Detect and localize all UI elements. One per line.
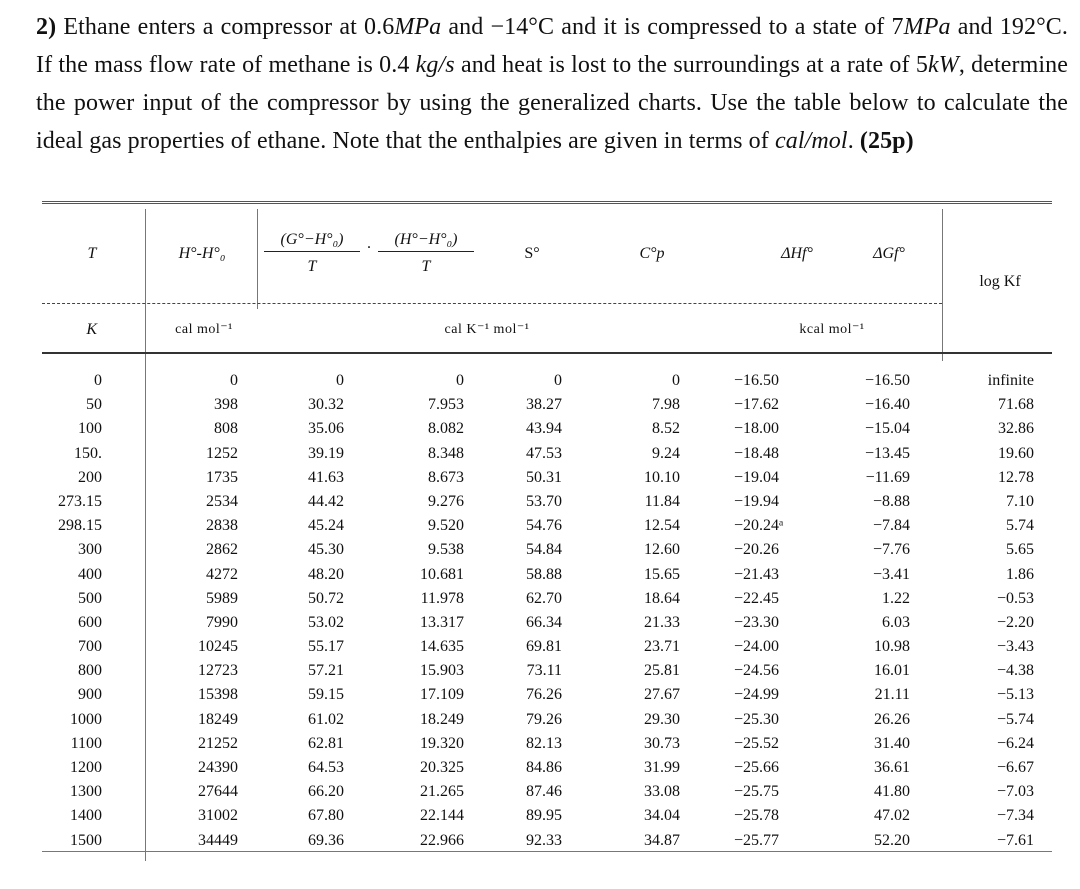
table-cell: −21.43 <box>734 565 780 583</box>
table-cell: −20.26 <box>734 541 780 559</box>
table-cell: −24.00 <box>734 638 780 656</box>
header-g-over-t: $\frac{\text{(G°−H°₀)}}{T}$ <box>264 231 360 276</box>
header-s: S° <box>524 245 540 262</box>
table-cell: −25.30 <box>734 710 780 728</box>
table-cell: 84.86 <box>526 759 562 776</box>
table-cell: 1100 <box>70 734 102 752</box>
table-cell: 16.01 <box>874 662 910 680</box>
table-cell: 79.26 <box>526 710 562 728</box>
table-cell: 57.21 <box>308 662 344 680</box>
problem-text-segment: and 192°C. If the mass flow rate of methane is 0.4 <box>36 14 1068 78</box>
table-cell: 1735 <box>206 468 238 486</box>
header-h-over-t: $\frac{\text{(H°−H°₀)}}{T}$ <box>378 231 474 276</box>
table-cell: −24.99 <box>734 686 780 704</box>
table-cell: 35.06 <box>308 420 344 438</box>
table-cell: −18.00 <box>734 420 780 438</box>
table-cell: −24.56 <box>734 662 780 680</box>
table-cell: 22.966 <box>420 831 464 849</box>
table-cell: 6.03 <box>882 613 910 631</box>
table-cell: 48.20 <box>308 565 344 583</box>
table-cell: 400 <box>78 565 102 583</box>
table-cell: −13.45 <box>864 444 910 462</box>
table-cell: 5.65 <box>1006 541 1034 559</box>
col-divider <box>145 209 146 861</box>
table-cell: 71.68 <box>998 396 1034 414</box>
table-cell: 150. <box>74 444 102 462</box>
table-cell: 500 <box>78 589 102 607</box>
table-cell: 800 <box>78 662 102 680</box>
table-cell: −5.13 <box>996 686 1034 704</box>
table-cell: 55.17 <box>308 638 344 656</box>
problem-text-segment: and heat is lost to the surroundings at a rate of 5 <box>454 52 928 78</box>
table-cell: 25.81 <box>644 662 680 680</box>
problem-text-segment: kg/s <box>415 52 455 78</box>
table-cell: 5989 <box>206 589 238 607</box>
table-cell: 7.953 <box>428 396 464 414</box>
header-separator-dot: . <box>367 235 371 252</box>
table-cell: 27.67 <box>644 686 680 704</box>
table-cell: 34.04 <box>644 807 680 825</box>
table-cell: 12.78 <box>998 468 1034 486</box>
column-temperature <box>56 369 102 853</box>
table-cell: 33.08 <box>644 783 680 801</box>
table-cell: 1300 <box>70 783 102 801</box>
table-cell: 7990 <box>206 613 238 631</box>
problem-statement <box>36 8 1068 160</box>
table-cell: 21.11 <box>874 686 910 704</box>
table-cell: 4272 <box>206 565 238 583</box>
table-cell: 26.26 <box>874 710 910 728</box>
table-cell: 12723 <box>198 662 238 680</box>
table-cell: 0 <box>554 372 562 389</box>
table-cell: −25.78 <box>734 807 780 825</box>
table-cell: −23.30 <box>734 613 780 631</box>
table-cell: 73.11 <box>526 662 562 680</box>
table-cell: 0 <box>230 372 238 389</box>
table-cell: −16.50 <box>734 372 780 389</box>
problem-text-segment: (25p) <box>859 128 914 154</box>
table-cell: −11.69 <box>865 468 910 486</box>
table-cell: −7.76 <box>872 541 910 559</box>
problem-text-segment: MPa <box>903 14 951 40</box>
table-cell: 30.32 <box>308 396 344 414</box>
table-cell: 17.109 <box>420 686 464 704</box>
table-cell: 44.42 <box>308 492 344 510</box>
column-log-kf <box>960 369 1034 853</box>
table-cell: 41.80 <box>874 783 910 801</box>
table-cell: −7.84 <box>872 517 910 535</box>
unit-kcal-mol: kcal mol⁻¹ <box>799 322 865 337</box>
table-cell: 29.30 <box>644 710 680 728</box>
problem-text-segment: . <box>847 128 860 154</box>
table-cell: 59.15 <box>308 686 344 704</box>
table-cell: 0 <box>94 372 102 389</box>
table-cell: −8.88 <box>872 492 910 510</box>
table-cell: 1252 <box>206 444 238 462</box>
table-cell: 27644 <box>198 783 238 801</box>
table-cell: −16.50 <box>864 372 910 389</box>
table-cell: 19.60 <box>998 444 1034 462</box>
table-cell: 8.348 <box>428 444 464 462</box>
table-cell: −20.24ᵃ <box>734 517 784 535</box>
table-cell: 69.81 <box>526 638 562 656</box>
table-cell: 18.249 <box>420 710 464 728</box>
column-gibbs-of-formation <box>842 369 910 853</box>
table-cell: −15.04 <box>864 420 910 438</box>
table-cell: 1500 <box>70 831 102 849</box>
table-cell: 18.64 <box>644 589 680 607</box>
table-cell: 14.635 <box>420 638 464 656</box>
table-cell: 15.65 <box>644 565 680 583</box>
column-enthalpy-of-formation <box>734 369 814 853</box>
table-cell: 64.53 <box>308 759 344 776</box>
table-cell: 200 <box>78 468 102 486</box>
units-rule <box>42 352 1052 354</box>
table-cell: 43.94 <box>526 420 562 438</box>
table-cell: 20.325 <box>420 759 464 776</box>
table-cell: 53.02 <box>308 613 344 631</box>
table-cell: −7.03 <box>996 783 1034 801</box>
table-cell: 0 <box>336 372 344 389</box>
table-cell: 66.34 <box>526 613 562 631</box>
table-cell: 67.80 <box>308 807 344 825</box>
problem-text-segment: MPa <box>394 14 442 40</box>
table-cell: 15.903 <box>420 662 464 680</box>
table-cell: 11.978 <box>420 589 464 607</box>
unit-cal-k-mol: cal K⁻¹ mol⁻¹ <box>444 322 530 337</box>
table-cell: 7.10 <box>1006 492 1034 510</box>
table-cell: 47.53 <box>526 444 562 462</box>
table-cell: 38.27 <box>526 396 562 414</box>
table-top-rule <box>42 201 1052 204</box>
table-cell: 900 <box>78 686 102 704</box>
table-cell: 32.86 <box>998 420 1034 438</box>
table-cell: −19.04 <box>734 468 780 486</box>
table-cell: −6.24 <box>996 734 1034 752</box>
table-cell: 45.24 <box>308 517 344 535</box>
table-cell: −25.52 <box>734 734 780 752</box>
table-cell: 1.86 <box>1006 565 1034 583</box>
table-cell: 39.19 <box>308 444 344 462</box>
table-cell: −3.41 <box>872 565 910 583</box>
table-cell: 31.99 <box>644 759 680 776</box>
table-cell: 298.15 <box>58 517 102 535</box>
table-cell: 45.30 <box>308 541 344 559</box>
column-heat-capacity <box>622 369 680 853</box>
table-cell: 9.24 <box>652 444 680 462</box>
table-cell: 53.70 <box>526 492 562 510</box>
table-cell: 2862 <box>206 541 238 559</box>
table-cell: 50.31 <box>526 468 562 486</box>
table-cell: 62.81 <box>308 734 344 752</box>
table-cell: 82.13 <box>526 734 562 752</box>
table-cell: 7.98 <box>652 396 680 414</box>
column-enthalpy <box>162 369 238 853</box>
header-h: H°-H°₀ <box>178 245 226 262</box>
problem-text-segment: , determine the power input of the compressor by using the generalized charts. Use the table below to calculate the ideal gas properties of ethane. Note that the enthalpies are given in terms of <box>36 52 1068 154</box>
table-cell: 1200 <box>70 759 102 776</box>
table-cell: 76.26 <box>526 686 562 704</box>
table-cell: 8.673 <box>428 468 464 486</box>
table-cell: 273.15 <box>58 492 102 510</box>
table-cell: −7.34 <box>996 807 1034 825</box>
table-cell: −4.38 <box>996 662 1034 680</box>
col-divider <box>257 209 258 309</box>
column-enthalpy-function <box>396 369 464 853</box>
table-cell: 11.84 <box>644 492 680 510</box>
table-cell: 34449 <box>198 831 238 849</box>
table-cell: 12.60 <box>644 541 680 559</box>
table-cell: −6.67 <box>996 759 1034 776</box>
table-cell: 15398 <box>198 686 238 704</box>
table-cell: 50.72 <box>308 589 344 607</box>
problem-text-segment: and −14°C and it is compressed to a state of 7 <box>441 14 904 40</box>
table-cell: 34.87 <box>644 831 680 849</box>
table-cell: 13.317 <box>420 613 464 631</box>
table-cell: −5.74 <box>996 710 1034 728</box>
table-cell: 1.22 <box>882 589 910 607</box>
table-cell: 30.73 <box>644 734 680 752</box>
table-cell: 31.40 <box>874 734 910 752</box>
table-cell: 2838 <box>206 517 238 535</box>
table-cell: −3.43 <box>996 638 1034 656</box>
table-cell: 100 <box>78 420 102 438</box>
table-cell: 41.63 <box>308 468 344 486</box>
table-cell: −22.45 <box>734 589 780 607</box>
table-cell: 92.33 <box>526 831 562 849</box>
table-cell: 69.36 <box>308 831 344 849</box>
table-cell: 600 <box>78 613 102 631</box>
table-cell: −2.20 <box>996 613 1034 631</box>
table-cell: 300 <box>78 541 102 559</box>
table-cell: 23.71 <box>644 638 680 656</box>
table-cell: 54.84 <box>526 541 562 559</box>
table-cell: 61.02 <box>308 710 344 728</box>
header-cp: C°p <box>639 245 665 262</box>
table-cell: −25.77 <box>734 831 780 849</box>
table-cell: 87.46 <box>526 783 562 801</box>
table-cell: 700 <box>78 638 102 656</box>
table-cell: 10.10 <box>644 468 680 486</box>
table-cell: 18249 <box>198 710 238 728</box>
table-cell: 10.98 <box>874 638 910 656</box>
unit-cal-mol: cal mol⁻¹ <box>175 322 233 337</box>
problem-text-segment: cal/mol <box>774 128 848 154</box>
table-cell: 62.70 <box>526 589 562 607</box>
cropped-previous-line <box>0 0 1080 6</box>
table-cell: −25.75 <box>734 783 780 801</box>
table-cell: 1000 <box>70 710 102 728</box>
header-rule <box>42 303 942 304</box>
table-cell: −19.94 <box>734 492 780 510</box>
column-entropy <box>504 369 562 853</box>
table-cell: 0 <box>672 372 680 389</box>
table-cell: −18.48 <box>734 444 780 462</box>
header-logk: log Kf <box>979 273 1021 290</box>
table-cell: 58.88 <box>526 565 562 583</box>
column-gibbs-function <box>278 369 344 853</box>
header-dhf: ΔHf° <box>781 245 813 262</box>
table-cell: 5.74 <box>1006 517 1034 535</box>
table-cell: 36.61 <box>874 759 910 776</box>
table-cell: 66.20 <box>308 783 344 801</box>
table-cell: 21252 <box>198 734 238 752</box>
table-cell: −17.62 <box>734 396 780 414</box>
table-cell: 21.33 <box>644 613 680 631</box>
header-dgf: ΔGf° <box>873 245 905 262</box>
table-cell: 12.54 <box>644 517 680 535</box>
table-cell: 9.538 <box>428 541 464 559</box>
ethane-properties-table <box>42 201 1052 861</box>
table-cell: 50 <box>86 396 102 414</box>
table-cell: 2534 <box>206 492 238 510</box>
table-bottom-rule <box>42 851 1052 852</box>
table-cell: −7.61 <box>996 831 1034 849</box>
table-cell: 21.265 <box>420 783 464 801</box>
unit-k: K <box>86 321 98 338</box>
problem-text-segment: Ethane enters a compressor at 0.6 <box>56 14 395 40</box>
header-t: T <box>87 245 97 262</box>
table-cell: 1400 <box>70 807 102 825</box>
table-cell: 47.02 <box>874 807 910 825</box>
problem-text-segment: 2) <box>36 14 57 40</box>
table-cell: 10.681 <box>420 565 464 583</box>
table-cell: 808 <box>214 420 238 438</box>
table-cell: 19.320 <box>420 734 464 752</box>
col-divider <box>942 209 943 361</box>
table-cell: −25.66 <box>734 759 780 776</box>
table-cell: 52.20 <box>874 831 910 849</box>
problem-text-segment: kW <box>927 52 959 78</box>
table-cell: 10245 <box>198 638 238 656</box>
table-cell: infinite <box>987 372 1034 389</box>
table-cell: −0.53 <box>996 589 1034 607</box>
table-cell: 31002 <box>198 807 238 825</box>
table-cell: 89.95 <box>526 807 562 825</box>
table-cell: 9.520 <box>428 517 464 535</box>
table-cell: 24390 <box>198 759 238 776</box>
table-cell: 8.082 <box>428 420 464 438</box>
table-cell: 22.144 <box>420 807 464 825</box>
table-cell: 9.276 <box>428 492 464 510</box>
table-cell: 8.52 <box>652 420 680 438</box>
table-cell: 398 <box>214 396 238 414</box>
table-cell: 0 <box>456 372 464 389</box>
table-cell: 54.76 <box>526 517 562 535</box>
table-cell: −16.40 <box>864 396 910 414</box>
